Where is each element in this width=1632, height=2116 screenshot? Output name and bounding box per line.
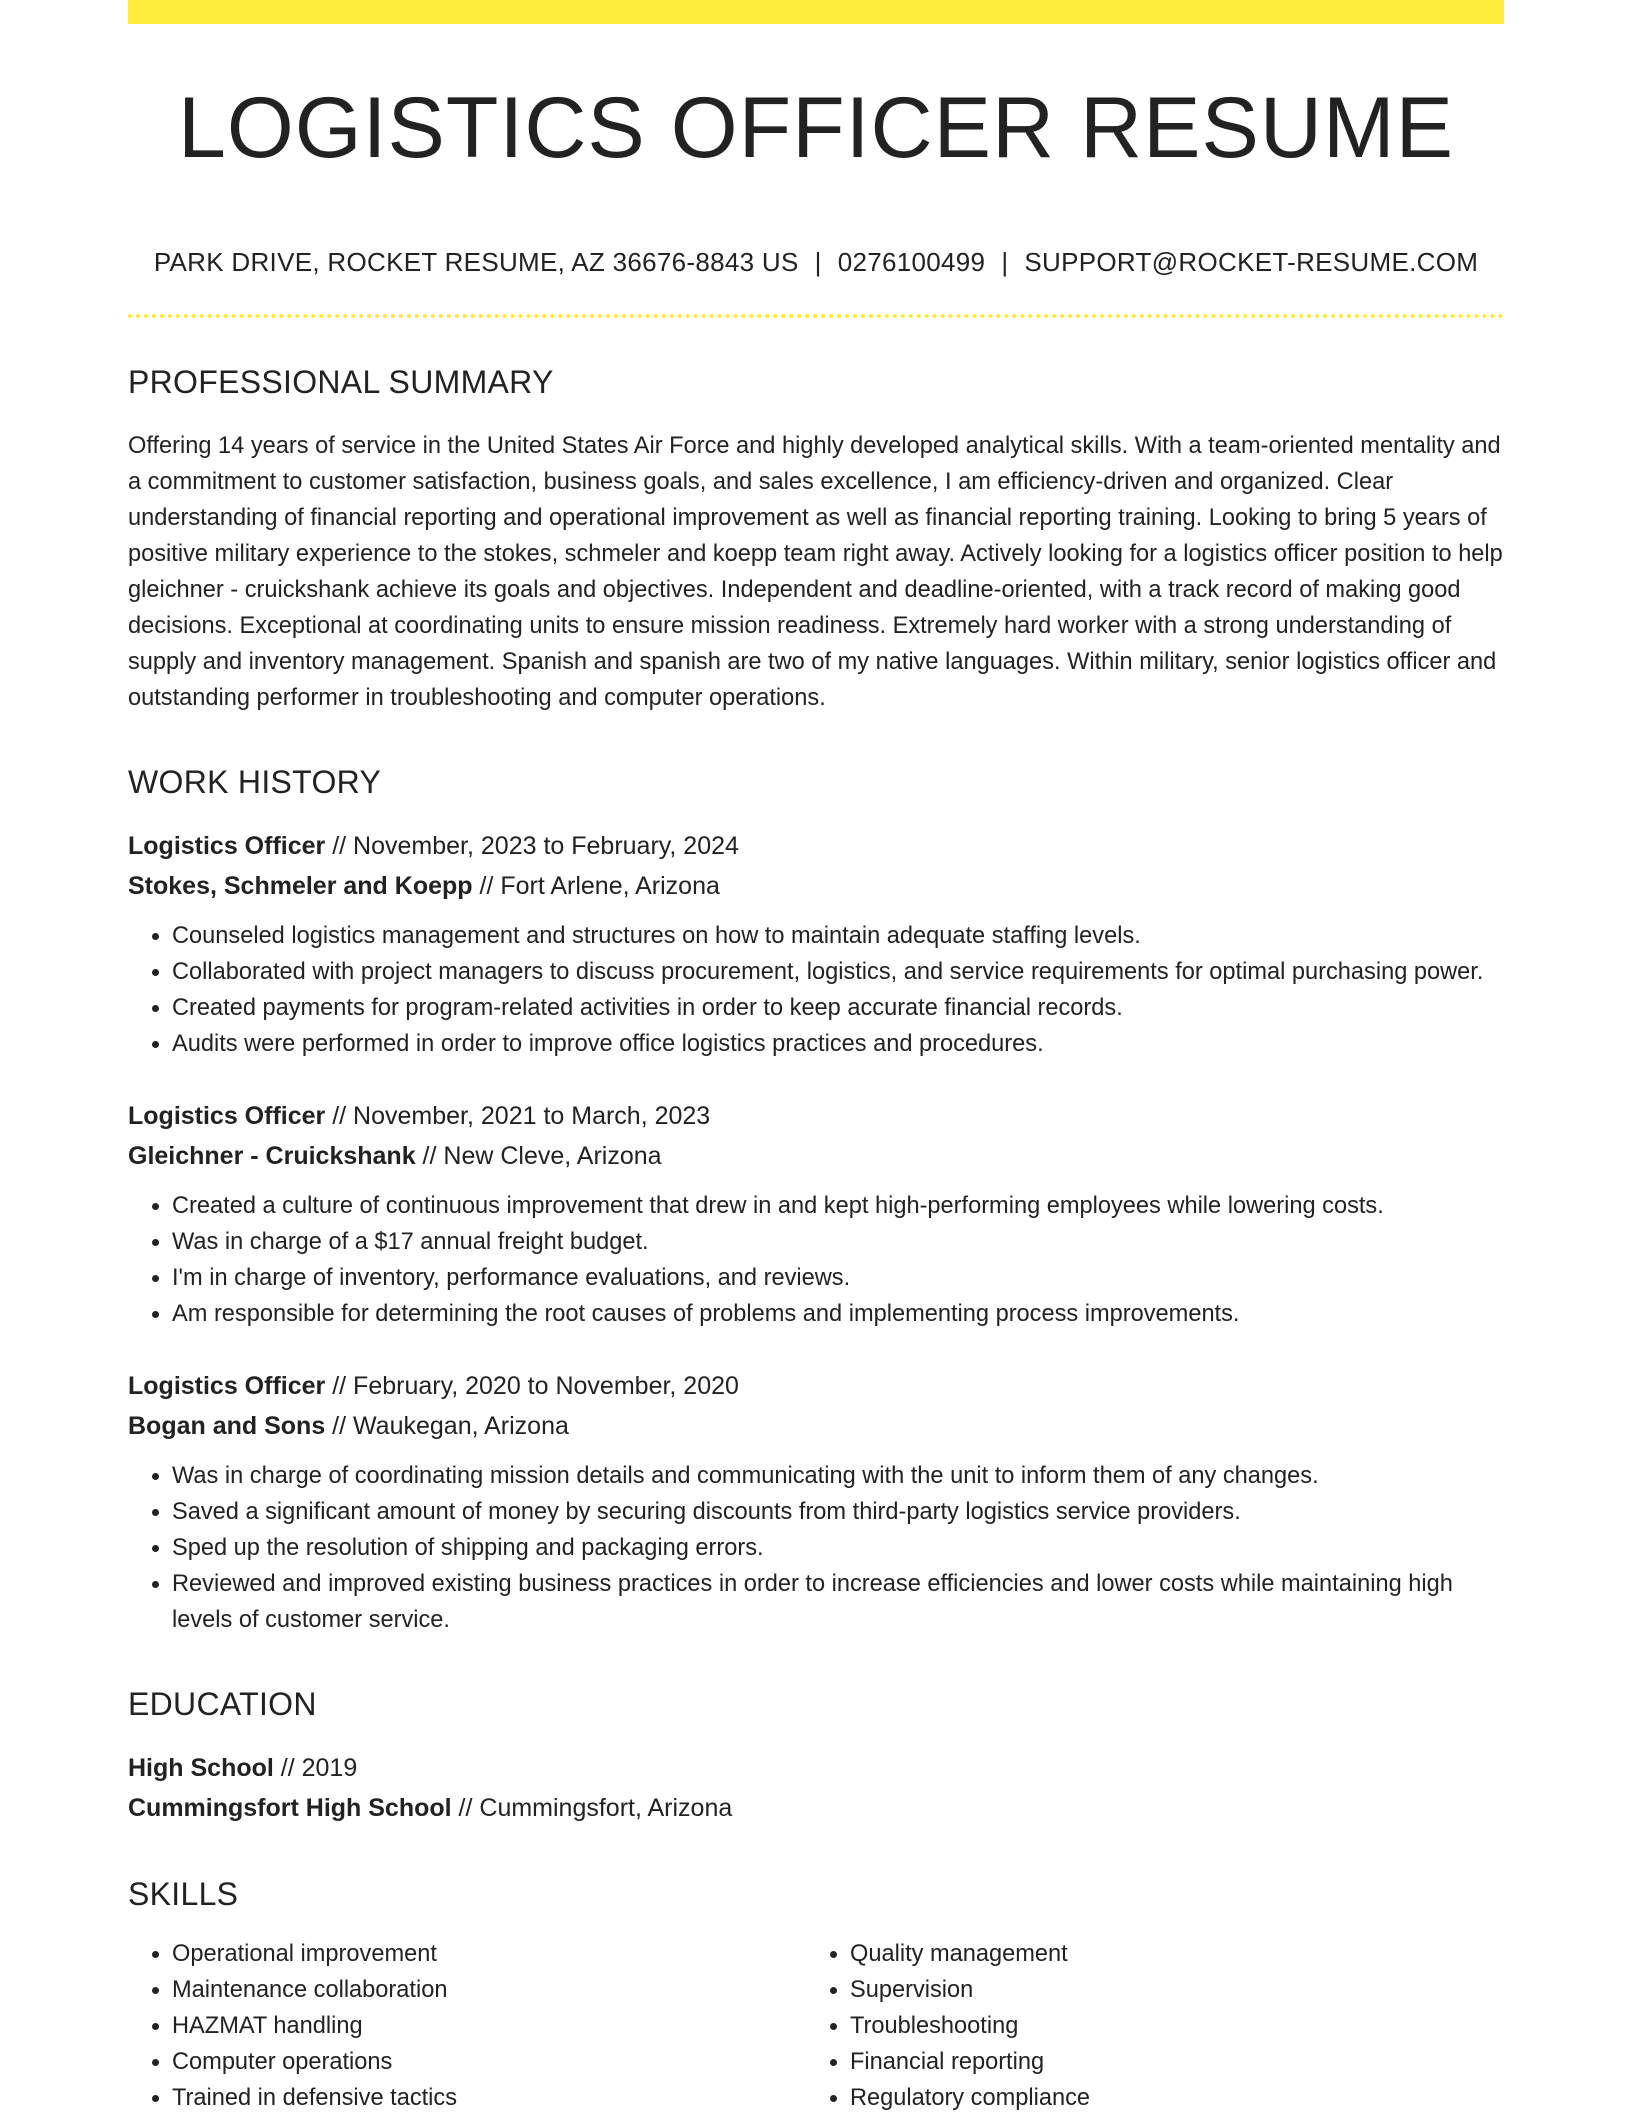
job-location: // Fort Arlene, Arizona [472, 872, 720, 900]
skill-item: • Regulatory compliance [850, 2080, 1484, 2116]
skill-item: • Supervision [850, 1972, 1484, 2008]
education-school-line [128, 1788, 1504, 1828]
job-company-line [128, 866, 1504, 906]
education-school: Cummingsfort High School [128, 1794, 452, 1822]
job-location: // New Cleve, Arizona [415, 1142, 662, 1170]
contact-phone: 0276100499 [837, 247, 986, 277]
job-bullet: • Created a culture of continuous improvement that drew in and kept high-performing employees while lowering costs. [172, 1188, 1504, 1224]
education-degree-line [128, 1748, 1504, 1788]
resume-content [128, 0, 1504, 2116]
skills-left-column [128, 1936, 806, 2116]
job-company-line [128, 1136, 1504, 1176]
contact-separator: | [814, 247, 822, 277]
contact-line [128, 246, 1504, 278]
job-dates: // November, 2023 to February, 2024 [325, 832, 739, 860]
job-dates: // February, 2020 to November, 2020 [325, 1372, 739, 1400]
job-bullets [128, 1458, 1504, 1638]
contact-separator: | [1001, 247, 1009, 277]
resume-title: LOGISTICS OFFICER RESUME [178, 80, 1454, 176]
education-heading: EDUCATION [128, 1686, 317, 1722]
skill-item: • Quality management [850, 1936, 1484, 1972]
skill-item: • Financial reporting [850, 2044, 1484, 2080]
education-degree: High School [128, 1754, 274, 1782]
job-dates: // November, 2021 to March, 2023 [325, 1102, 711, 1130]
skill-item: • Troubleshooting [850, 2008, 1484, 2044]
dotted-divider [128, 314, 1504, 318]
job-role: Logistics Officer [128, 1102, 326, 1130]
skills-right-column [806, 1936, 1484, 2116]
job-bullet: • Created payments for program-related activities in order to keep accurate financial records. [172, 990, 1504, 1026]
job-title-line [128, 826, 1504, 866]
contact-address: PARK DRIVE, ROCKET RESUME, AZ 36676-8843 US [153, 247, 799, 277]
education-location: // Cummingsfort, Arizona [451, 1794, 733, 1822]
skill-item: • HAZMAT handling [172, 2008, 806, 2044]
work-history-heading: WORK HISTORY [128, 764, 382, 800]
job-bullet: • Reviewed and improved existing business practices in order to increase efficiencies and lower costs while maintaining high levels of customer service. [172, 1566, 1504, 1638]
job-company: Gleichner - Cruickshank [128, 1142, 416, 1170]
skills-columns [128, 1936, 1504, 2116]
job-bullet: • Counseled logistics management and structures on how to maintain adequate staffing levels. [172, 918, 1504, 954]
job-bullet: • Audits were performed in order to improve office logistics practices and procedures. [172, 1026, 1504, 1062]
education-entry [128, 1748, 1504, 1828]
job-role: Logistics Officer [128, 832, 326, 860]
job-company: Bogan and Sons [128, 1412, 326, 1440]
job-title-line [128, 1366, 1504, 1406]
job-bullets [128, 1188, 1504, 1332]
summary-text: Offering 14 years of service in the United States Air Force and highly developed analytical skills. With a team-oriented mentality and a commitment to customer satisfaction, business goals, and sales excellence, I am efficiency-driven and organized. Clear understanding of financial reporting and operational improvement as well as financial reporting training. Looking to bring 5 years of positive military experience to the stokes, schmeler and koepp team right away. Actively looking for a logistics officer position to help gleichner - cruickshank achieve its goals and objectives. Independent and deadline-oriented, with a track record of making good decisions. Exceptional at coordinating units to ensure mission readiness. Extremely hard worker with a strong understanding of supply and inventory management. Spanish and spanish are two of my native languages. Within military, senior logistics officer and outstanding performer in troubleshooting and computer operations. [128, 433, 1503, 711]
skill-item: • Maintenance collaboration [172, 1972, 806, 2008]
job-bullet: • Saved a significant amount of money by securing discounts from third-party logistics service providers. [172, 1494, 1504, 1530]
job-bullet: • Am responsible for determining the root causes of problems and implementing process improvements. [172, 1296, 1504, 1332]
contact-email: SUPPORT@ROCKET-RESUME.COM [1024, 247, 1479, 277]
job-bullet: • Sped up the resolution of shipping and packaging errors. [172, 1530, 1504, 1566]
job-entry [128, 826, 1504, 1062]
job-company: Stokes, Schmeler and Koepp [128, 872, 473, 900]
job-bullet: • I'm in charge of inventory, performance evaluations, and reviews. [172, 1260, 1504, 1296]
job-company-line [128, 1406, 1504, 1446]
job-bullet: • Was in charge of a $17 annual freight budget. [172, 1224, 1504, 1260]
job-entry [128, 1096, 1504, 1332]
job-role: Logistics Officer [128, 1372, 326, 1400]
skill-item: • Trained in defensive tactics [172, 2080, 806, 2116]
summary-heading: PROFESSIONAL SUMMARY [128, 364, 554, 400]
education-year: // 2019 [273, 1754, 358, 1782]
job-bullet: • Was in charge of coordinating mission details and communicating with the unit to inform them of any changes. [172, 1458, 1504, 1494]
skill-item: • Computer operations [172, 2044, 806, 2080]
job-title-line [128, 1096, 1504, 1136]
job-entry [128, 1366, 1504, 1638]
job-bullet: • Collaborated with project managers to discuss procurement, logistics, and service requirements for optimal purchasing power. [172, 954, 1504, 990]
job-bullets [128, 918, 1504, 1062]
skills-heading: SKILLS [128, 1876, 239, 1912]
skill-item: • Operational improvement [172, 1936, 806, 1972]
job-location: // Waukegan, Arizona [325, 1412, 569, 1440]
